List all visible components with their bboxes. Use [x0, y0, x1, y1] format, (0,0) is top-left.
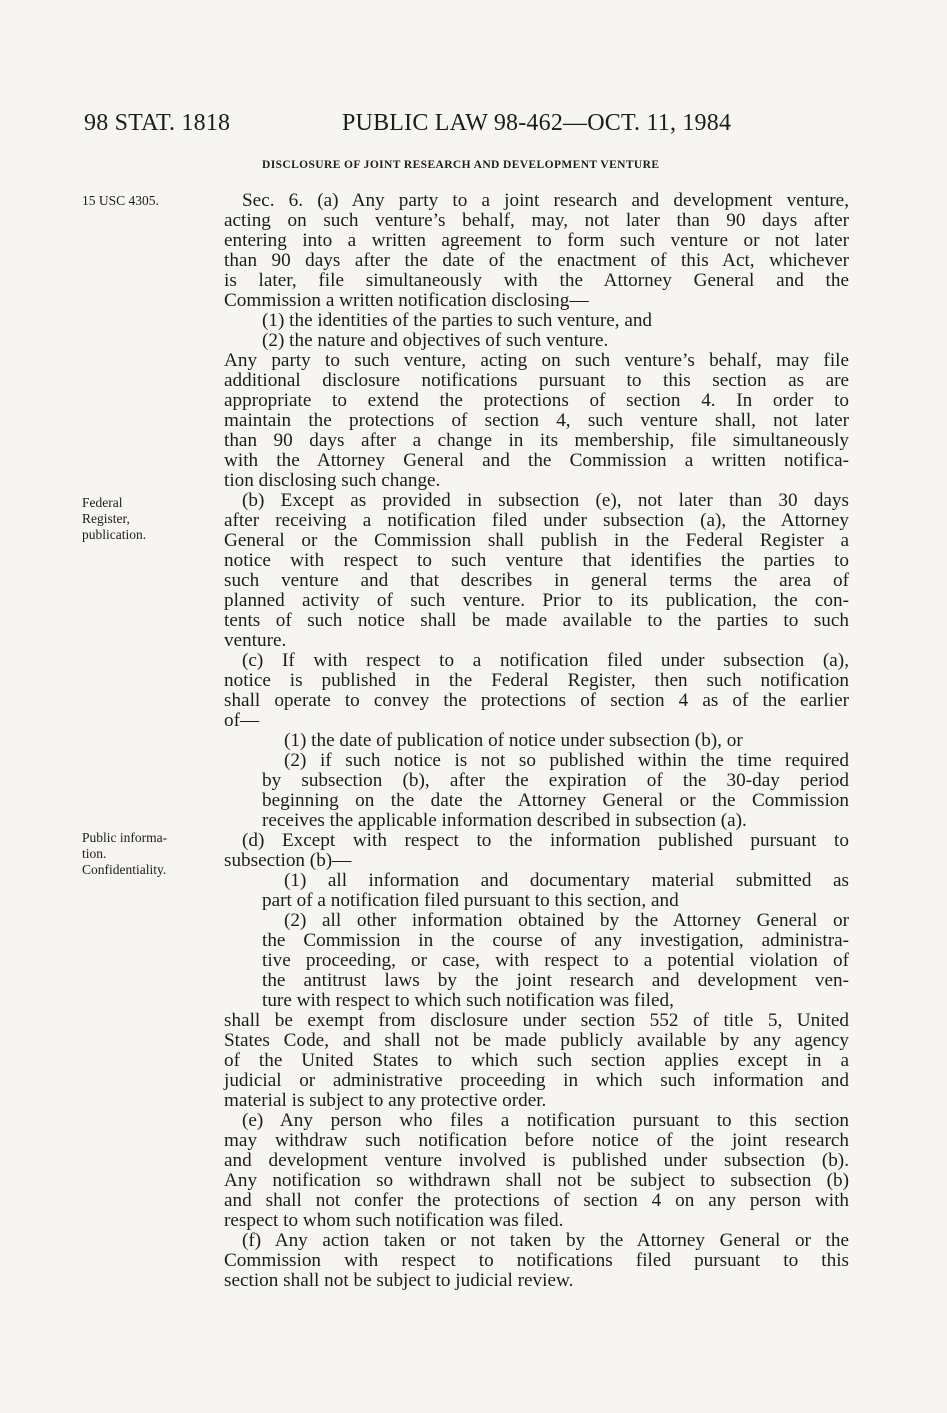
margin-note-federal-register [82, 495, 212, 543]
body-line: the antitrust laws by the joint research and development ven- [262, 970, 849, 991]
body-line: respect to whom such notification was filed. [224, 1210, 564, 1231]
body-line: Any party to such venture, acting on such venture’s behalf, may file [224, 350, 849, 371]
body-line: General or the Commission shall publish in the Federal Register a [224, 530, 849, 551]
body-line: than 90 days after a change in its membership, file simultaneously [224, 430, 849, 451]
body-line: and development venture involved is published under subsection (b). [224, 1150, 849, 1171]
body-line: (d) Except with respect to the information published pursuant to [242, 830, 849, 851]
body-line: receives the applicable information described in subsection (a). [262, 810, 747, 831]
body-line: (f) Any action taken or not taken by the Attorney General or the [242, 1230, 849, 1251]
body-line: planned activity of such venture. Prior to its publication, the con- [224, 590, 849, 611]
body-line: part of a notification filed pursuant to this section, and [262, 890, 679, 911]
body-line: shall be exempt from disclosure under section 552 of title 5, United [224, 1010, 849, 1031]
body-line: (1) the identities of the parties to such venture, and [262, 310, 653, 331]
public-law-heading: PUBLIC LAW 98-462—OCT. 11, 1984 [342, 110, 732, 136]
body-line: the Commission in the course of any investigation, administra- [262, 930, 849, 951]
stat-reference: 98 STAT. 1818 [84, 110, 231, 136]
margin-note-public-information [82, 830, 212, 878]
body-line: acting on such venture’s behalf, may, not later than 90 days after [224, 210, 849, 231]
margin-note-line: publication. [82, 527, 147, 542]
body-line: with the Attorney General and the Commission a written notifica- [224, 450, 849, 471]
body-line: (2) if such notice is not so published within the time required [284, 750, 849, 771]
body-line: maintain the protections of section 4, such venture shall, not later [224, 410, 849, 431]
body-line: (1) the date of publication of notice under subsection (b), or [284, 730, 743, 751]
body-line: subsection (b)— [224, 850, 352, 871]
body-line: is later, file simultaneously with the Attorney General and the [224, 270, 849, 291]
body-line: Commission with respect to notifications filed pursuant to this [224, 1250, 849, 1271]
body-line: appropriate to extend the protections of section 4. In order to [224, 390, 849, 411]
section-title: DISCLOSURE OF JOINT RESEARCH AND DEVELOPMENT VENTURE [262, 159, 660, 171]
body-line: judicial or administrative proceeding in which such information and [224, 1070, 849, 1091]
body-line: (2) the nature and objectives of such venture. [262, 330, 609, 351]
body-line: of the United States to which such section applies except in a [224, 1050, 849, 1071]
body-line: (2) all other information obtained by the Attorney General or [284, 910, 849, 931]
body-line: material is subject to any protective order. [224, 1090, 547, 1111]
body-line: section shall not be subject to judicial review. [224, 1270, 574, 1291]
body-line: tive proceeding, or case, with respect to a potential violation of [262, 950, 849, 971]
body-line: venture. [224, 630, 287, 651]
body-line: such venture and that describes in general terms the area of [224, 570, 849, 591]
body-line: (c) If with respect to a notification filed under subsection (a), [242, 650, 849, 671]
body-line: may withdraw such notification before notice of the joint research [224, 1130, 849, 1151]
body-line: (1) all information and documentary material submitted as [284, 870, 849, 891]
body-line: shall operate to convey the protections of section 4 as of the earlier [224, 690, 849, 711]
body-line: States Code, and shall not be made publicly available by any agency [224, 1030, 849, 1051]
body-line: (e) Any person who files a notification pursuant to this section [242, 1110, 849, 1131]
body-line: Any notification so withdrawn shall not be subject to subsection (b) [224, 1170, 849, 1191]
body-line: additional disclosure notifications pursuant to this section as are [224, 370, 849, 391]
body-line: of— [224, 710, 260, 731]
body-line: beginning on the date the Attorney General or the Commission [262, 790, 849, 811]
margin-note-line: Federal [82, 495, 123, 510]
body-line: entering into a written agreement to form such venture or not later [224, 230, 849, 251]
margin-note-line: tion. [82, 846, 107, 861]
body-line: ture with respect to which such notification was filed, [262, 990, 674, 1011]
margin-note-line: Register, [82, 511, 130, 526]
body-line: Sec. 6. (a) Any party to a joint research and development venture, [242, 190, 849, 211]
margin-note-usc: 15 USC 4305. [82, 193, 159, 208]
body-line: (b) Except as provided in subsection (e), not later than 30 days [242, 490, 849, 511]
body-line: tion disclosing such change. [224, 470, 441, 491]
body-line: notice with respect to such venture that identifies the parties to [224, 550, 849, 571]
body-line: than 90 days after the date of the enactment of this Act, whichever [224, 250, 849, 271]
body-line: after receiving a notification filed under subsection (a), the Attorney [224, 510, 849, 531]
margin-note-line: Public informa- [82, 830, 168, 845]
body-line: and shall not confer the protections of section 4 on any person with [224, 1190, 849, 1211]
body-line: by subsection (b), after the expiration of the 30-day period [262, 770, 849, 791]
body-line: tents of such notice shall be made available to the parties to such [224, 610, 849, 631]
margin-note-line: Confidentiality. [82, 862, 167, 877]
body-line: notice is published in the Federal Register, then such notification [224, 670, 849, 691]
body-line: Commission a written notification disclosing— [224, 290, 589, 311]
